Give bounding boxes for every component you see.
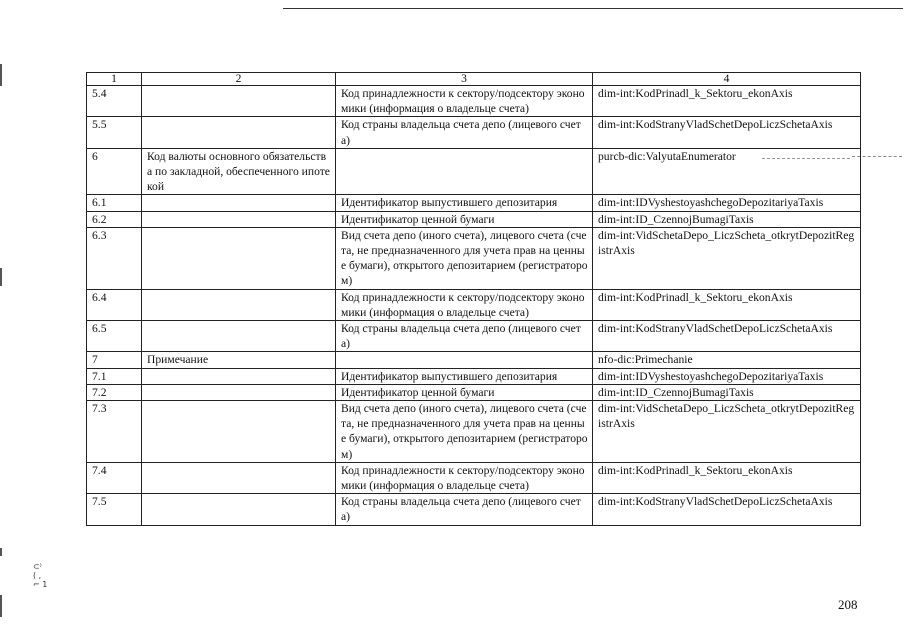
margin-mark [0,268,2,286]
element-code-cell: dim-int:VidSchetaDepo_LiczScheta_otkrytDepozitRegistrAxis [593,227,861,289]
item-name-cell [142,289,336,320]
element-code-cell: dim-int:KodPrinadl_k_Sektoru_ekonAxis [593,289,861,320]
item-name-cell [142,368,336,384]
table-body [87,73,861,526]
row-number-cell: 7.1 [87,368,142,384]
column-header: 3 [336,73,593,86]
row-number-cell: 7.3 [87,401,142,463]
item-name-cell [142,321,336,352]
element-code-cell: purcb-dic:ValyutaEnumerator [593,148,861,195]
row-number-cell: 5.5 [87,117,142,148]
description-cell: Код страны владельца счета депо (лицевого счета) [336,494,593,525]
row-number-cell: 6.4 [87,289,142,320]
table-row [87,352,861,368]
table-row [87,401,861,463]
row-number-cell: 7.2 [87,384,142,400]
item-name-cell [142,195,336,211]
table-row [87,462,861,493]
table-row [87,195,861,211]
element-code-cell: nfo-dic:Primechanie [593,352,861,368]
description-cell: Код принадлежности к сектору/подсектору экономики (информация о владельце счета) [336,86,593,117]
item-name-cell [142,86,336,117]
table-row [87,117,861,148]
table-row [87,321,861,352]
description-cell: Идентификатор ценной бумаги [336,211,593,227]
item-name-cell [142,117,336,148]
item-name-cell [142,494,336,525]
element-code-cell: dim-int:KodStranyVladSchetDepoLiczSchetaAxis [593,117,861,148]
item-name-cell [142,462,336,493]
description-cell: Вид счета депо (иного счета), лицевого счета (счета, не предназначенного для учета прав на ценные бумаги), открытого депозитарием (регистратором) [336,227,593,289]
description-cell [336,148,593,195]
table-row [87,384,861,400]
row-number-cell: 6.1 [87,195,142,211]
description-cell: Идентификатор выпустившего депозитария [336,195,593,211]
description-cell: Вид счета депо (иного счета), лицевого счета (счета, не предназначенного для учета прав на ценные бумаги), открытого депозитарием (регистратором) [336,401,593,463]
row-number-cell: 7.4 [87,462,142,493]
table-row [87,368,861,384]
description-cell: Код страны владельца счета депо (лицевого счета) [336,117,593,148]
margin-mark [0,64,2,86]
item-name-cell [142,401,336,463]
table-header-row [87,73,861,86]
item-name-cell: Код валюты основного обязательства по закладной, обеспеченного ипотекой [142,148,336,195]
description-cell: Код страны владельца счета депо (лицевого счета) [336,321,593,352]
column-header: 1 [87,73,142,86]
element-code-cell: dim-int:IDVyshestoyashchegoDepozitariyaTaxis [593,368,861,384]
element-code-cell: dim-int:IDVyshestoyashchegoDepozitariyaTaxis [593,195,861,211]
element-code-cell: dim-int:VidSchetaDepo_LiczScheta_otkrytDepozitRegistrAxis [593,401,861,463]
element-code-cell: dim-int:KodPrinadl_k_Sektoru_ekonAxis [593,462,861,493]
description-cell: Идентификатор ценной бумаги [336,384,593,400]
item-name-cell [142,227,336,289]
column-header: 2 [142,73,336,86]
table-row [87,289,861,320]
row-number-cell: 6.5 [87,321,142,352]
row-number-cell: 6.3 [87,227,142,289]
column-header: 4 [593,73,861,86]
row-number-cell: 5.4 [87,86,142,117]
table-row [87,86,861,117]
element-code-cell: dim-int:ID_CzennojBumagiTaxis [593,211,861,227]
document-table [86,72,861,526]
description-cell [336,352,593,368]
binder-hole-marks: ⊂⁾ ( , ⌐ 1 [33,562,48,589]
item-name-cell [142,211,336,227]
description-cell: Код принадлежности к сектору/подсектору экономики (информация о владельце счета) [336,462,593,493]
element-code-cell: dim-int:KodStranyVladSchetDepoLiczSchetaAxis [593,321,861,352]
top-rule [283,8,903,9]
table-row [87,148,861,195]
row-number-cell: 7.5 [87,494,142,525]
row-number-cell: 7 [87,352,142,368]
element-code-cell: dim-int:KodStranyVladSchetDepoLiczSchetaAxis [593,494,861,525]
table-row [87,227,861,289]
table-row [87,494,861,525]
margin-mark [0,595,2,617]
row-number-cell: 6.2 [87,211,142,227]
margin-mark [0,548,2,556]
element-code-cell: dim-int:ID_CzennojBumagiTaxis [593,384,861,400]
page-number: 208 [838,597,858,612]
description-cell: Идентификатор выпустившего депозитария [336,368,593,384]
table-row [87,211,861,227]
item-name-cell: Примечание [142,352,336,368]
description-cell: Код принадлежности к сектору/подсектору экономики (информация о владельце счета) [336,289,593,320]
item-name-cell [142,384,336,400]
element-code-cell: dim-int:KodPrinadl_k_Sektoru_ekonAxis [593,86,861,117]
row-number-cell: 6 [87,148,142,195]
